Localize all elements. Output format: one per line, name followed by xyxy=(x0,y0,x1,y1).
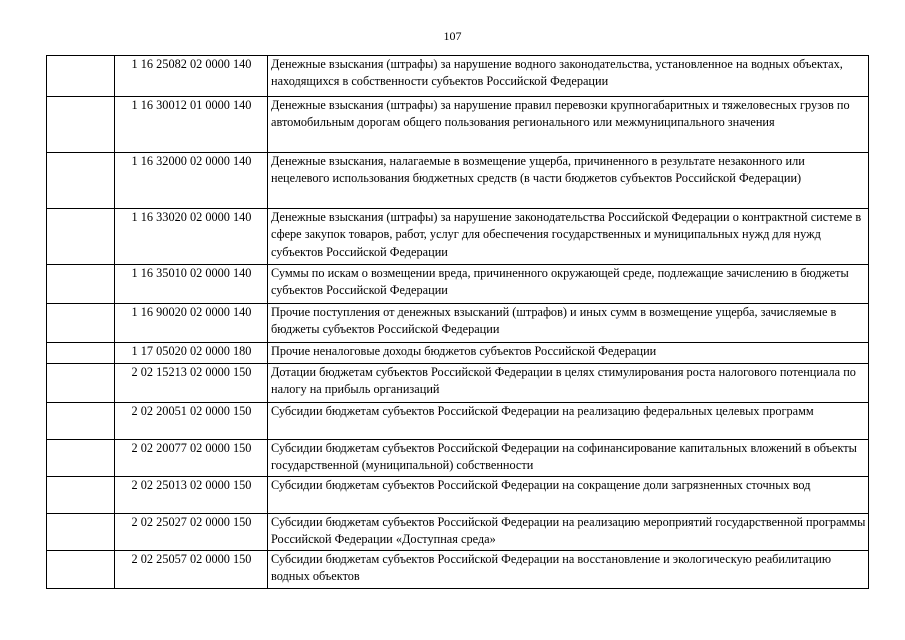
revenue-codes-table xyxy=(46,55,869,589)
empty-cell xyxy=(47,209,115,265)
revenue-code-cell: 2 02 25013 02 0000 150 xyxy=(115,477,268,514)
empty-cell xyxy=(47,551,115,589)
revenue-name-cell: Денежные взыскания, налагаемые в возмещение ущерба, причиненного в результате незаконного или нецелевого использования бюджетных средств (в части бюджетов субъектов Российской Федерации) xyxy=(268,153,869,209)
table-row xyxy=(47,153,869,209)
revenue-code-cell: 1 16 90020 02 0000 140 xyxy=(115,304,268,343)
revenue-code-cell: 1 16 30012 01 0000 140 xyxy=(115,97,268,153)
table-row xyxy=(47,304,869,343)
empty-cell xyxy=(47,477,115,514)
table-row xyxy=(47,551,869,589)
revenue-name-cell: Денежные взыскания (штрафы) за нарушение законодательства Российской Федерации о контрактной системе в сфере закупок товаров, работ, услуг для обеспечения государственных и муниципальных нужд для нужд субъектов Российской Федерации xyxy=(268,209,869,265)
empty-cell xyxy=(47,97,115,153)
revenue-name-cell: Субсидии бюджетам субъектов Российской Федерации на софинансирование капитальных вложений в объекты государственной (муниципальной) собственности xyxy=(268,440,869,477)
empty-cell xyxy=(47,153,115,209)
revenue-code-cell: 1 16 35010 02 0000 140 xyxy=(115,265,268,304)
empty-cell xyxy=(47,56,115,97)
table-row xyxy=(47,477,869,514)
table-row xyxy=(47,364,869,403)
table-row xyxy=(47,343,869,364)
revenue-name-cell: Субсидии бюджетам субъектов Российской Федерации на сокращение доли загрязненных сточных вод xyxy=(268,477,869,514)
page-number: 107 xyxy=(443,29,462,43)
revenue-code-cell: 2 02 25057 02 0000 150 xyxy=(115,551,268,589)
revenue-name-cell: Субсидии бюджетам субъектов Российской Федерации на реализацию мероприятий государственной программы Российской Федерации «Доступная среда» xyxy=(268,514,869,551)
table-row xyxy=(47,56,869,97)
revenue-name-cell: Суммы по искам о возмещении вреда, причиненного окружающей среде, подлежащие зачислению в бюджеты субъектов Российской Федерации xyxy=(268,265,869,304)
revenue-code-cell: 1 16 32000 02 0000 140 xyxy=(115,153,268,209)
revenue-name-cell: Субсидии бюджетам субъектов Российской Федерации на восстановление и экологическую реабилитацию водных объектов xyxy=(268,551,869,589)
table-row xyxy=(47,514,869,551)
table-row xyxy=(47,97,869,153)
empty-cell xyxy=(47,304,115,343)
revenue-name-cell: Субсидии бюджетам субъектов Российской Федерации на реализацию федеральных целевых программ xyxy=(268,403,869,440)
table-row xyxy=(47,209,869,265)
revenue-name-cell: Денежные взыскания (штрафы) за нарушение правил перевозки крупногабаритных и тяжеловесных грузов по автомобильным дорогам общего пользования регионального или межмуниципального значения xyxy=(268,97,869,153)
revenue-code-cell: 1 16 25082 02 0000 140 xyxy=(115,56,268,97)
empty-cell xyxy=(47,265,115,304)
table-row xyxy=(47,403,869,440)
empty-cell xyxy=(47,403,115,440)
empty-cell xyxy=(47,364,115,403)
revenue-code-cell: 2 02 20051 02 0000 150 xyxy=(115,403,268,440)
revenue-code-cell: 1 16 33020 02 0000 140 xyxy=(115,209,268,265)
revenue-code-cell: 2 02 25027 02 0000 150 xyxy=(115,514,268,551)
revenue-code-cell: 1 17 05020 02 0000 180 xyxy=(115,343,268,364)
empty-cell xyxy=(47,514,115,551)
table-row xyxy=(47,265,869,304)
empty-cell xyxy=(47,440,115,477)
revenue-code-cell: 2 02 15213 02 0000 150 xyxy=(115,364,268,403)
revenue-name-cell: Дотации бюджетам субъектов Российской Федерации в целях стимулирования роста налогового потенциала по налогу на прибыль организаций xyxy=(268,364,869,403)
table-row xyxy=(47,440,869,477)
revenue-code-cell: 2 02 20077 02 0000 150 xyxy=(115,440,268,477)
empty-cell xyxy=(47,343,115,364)
revenue-name-cell: Денежные взыскания (штрафы) за нарушение водного законодательства, установленное на водных объектах, находящихся в собственности субъектов Российской Федерации xyxy=(268,56,869,97)
revenue-name-cell: Прочие поступления от денежных взысканий (штрафов) и иных сумм в возмещение ущерба, зачисляемые в бюджеты субъектов Российской Федерации xyxy=(268,304,869,343)
revenue-name-cell: Прочие неналоговые доходы бюджетов субъектов Российской Федерации xyxy=(268,343,869,364)
